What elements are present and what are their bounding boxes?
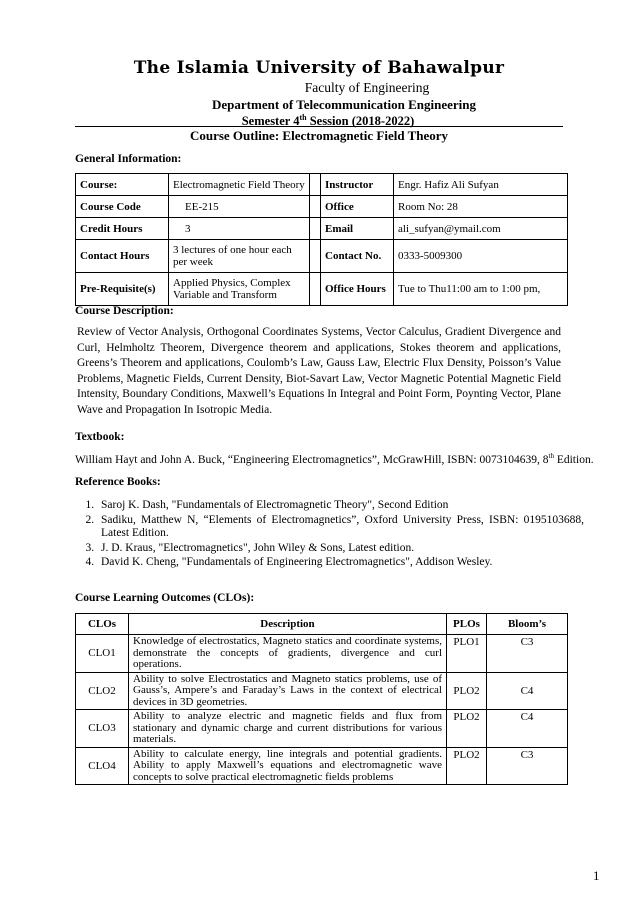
info-spacer	[310, 196, 321, 218]
info-label: Office	[321, 196, 394, 218]
info-row	[76, 273, 568, 306]
textbook-heading: Textbook:	[75, 431, 125, 443]
info-spacer	[310, 218, 321, 240]
clo-cell-plo: PLO1	[447, 635, 487, 673]
clo-cell-bloom: C4	[487, 672, 568, 710]
clo-cell-clo: CLO1	[76, 635, 129, 673]
info-value: Applied Physics, Complex Variable and Transform	[169, 273, 310, 306]
course-outline-title: Course Outline: Electromagnetic Field Theory	[189, 128, 449, 143]
info-value: 0333-5009300	[394, 240, 568, 273]
general-info-table	[75, 173, 568, 306]
clo-cell-clo: CLO4	[76, 747, 129, 785]
info-row	[76, 196, 568, 218]
info-label: Contact Hours	[76, 240, 169, 273]
reference-books-list	[75, 499, 584, 571]
course-description-text: Review of Vector Analysis, Orthogonal Coordinates Systems, Vector Calculus, Gradient Divergence and Curl, Helmholtz Theorem, Divergence theorem and applications, Stokes theorem and applications, Greens’s Theorem and applications, Coulomb’s Law, Gauss Law, Electric Flux Density, Poisson’s Value Problems, Magnetic Fields, Current Density, Biot-Savart Law, Vector Magnetic Potential Magnetic Field Intensity, Boundary Conditions, Maxwell’s Equations In Integral and Point Form, Poynting Vector, Plane Wave and Propagation In Isotropic Media.	[77, 326, 561, 416]
clos-heading: Course Learning Outcomes (CLOs):	[75, 592, 255, 604]
clo-cell-desc: Ability to analyze electric and magnetic fields and flux from stationary and dynamic charge and current distributions for various materials.	[129, 710, 447, 748]
clo-cell-desc: Knowledge of electrostatics, Magneto statics and coordinate systems, demonstrate the concepts of gradients, divergence and curl operations.	[129, 635, 447, 673]
info-spacer	[310, 240, 321, 273]
general-info-heading: General Information:	[75, 153, 182, 165]
info-value: ali_sufyan@ymail.com	[394, 218, 568, 240]
clo-column-header: CLOs	[76, 614, 129, 635]
info-label: Contact No.	[321, 240, 394, 273]
info-label: Course:	[76, 174, 169, 196]
clo-cell-bloom: C4	[487, 710, 568, 748]
faculty-name: Faculty of Engineering	[304, 80, 430, 95]
clo-column-header: Description	[129, 614, 447, 635]
textbook-text: William Hayt and John A. Buck, “Engineering Electromagnetics”, McGrawHill, ISBN: 0073104639, 8th Edition.	[75, 452, 594, 466]
department-name: Department of Telecommunication Engineering	[212, 97, 476, 112]
reference-item: 3. J. D. Kraus, "Electromagnetics", John Wiley & Sons, Latest edition.	[97, 542, 584, 556]
clo-cell-bloom: C3	[487, 635, 568, 673]
info-spacer	[310, 174, 321, 196]
clo-cell-desc: Ability to calculate energy, line integrals and potential gradients. Ability to apply Maxwell’s equations and electromagnetic wave concepts to solve practical electromagnetic fields problems	[129, 747, 447, 785]
page-number: 1	[593, 868, 600, 883]
clo-cell-plo: PLO2	[447, 672, 487, 710]
semester-session: Semester 4th Session (2018-2022)	[241, 113, 415, 129]
clo-cell-clo: CLO3	[76, 710, 129, 748]
info-spacer	[310, 273, 321, 306]
clo-row	[76, 635, 568, 673]
info-value: Tue to Thu11:00 am to 1:00 pm,	[394, 273, 568, 306]
info-value: EE-215	[169, 196, 310, 218]
info-label: Office Hours	[321, 273, 394, 306]
clo-row	[76, 672, 568, 710]
info-value: Room No: 28	[394, 196, 568, 218]
course-description-heading: Course Description:	[75, 305, 174, 317]
info-value: Electromagnetic Field Theory	[169, 174, 310, 196]
reference-item: 1. Saroj K. Dash, "Fundamentals of Electromagnetic Theory", Second Edition	[97, 499, 584, 513]
info-label: Instructor	[321, 174, 394, 196]
clo-column-header: PLOs	[447, 614, 487, 635]
clo-row	[76, 710, 568, 748]
clo-cell-clo: CLO2	[76, 672, 129, 710]
info-row	[76, 218, 568, 240]
reference-books-heading: Reference Books:	[75, 476, 161, 488]
info-value: Engr. Hafiz Ali Sufyan	[394, 174, 568, 196]
clos-table	[75, 613, 568, 785]
university-name: The Islamia University of Bahawalpur	[133, 58, 505, 78]
clo-cell-plo: PLO2	[447, 747, 487, 785]
reference-item: 4. David K. Cheng, "Fundamentals of Engineering Electromagnetics", Addison Wesley.	[97, 556, 584, 570]
info-value: 3 lectures of one hour each per week	[169, 240, 310, 273]
info-label: Credit Hours	[76, 218, 169, 240]
info-label: Course Code	[76, 196, 169, 218]
clo-row	[76, 747, 568, 785]
header-divider	[75, 126, 563, 127]
clo-cell-bloom: C3	[487, 747, 568, 785]
clo-cell-desc: Ability to solve Electrostatics and Magneto statics problems, use of Gauss’s, Ampere’s and Faraday’s Laws in the context of electrical devices in 3D geometries.	[129, 672, 447, 710]
clo-cell-plo: PLO2	[447, 710, 487, 748]
info-row	[76, 174, 568, 196]
info-label: Email	[321, 218, 394, 240]
reference-item: 2. Sadiku, Matthew N, “Elements of Electromagnetics”, Oxford University Press, ISBN: 0195103688, Latest Edition.	[97, 514, 584, 541]
info-row	[76, 240, 568, 273]
info-value: 3	[169, 218, 310, 240]
info-label: Pre-Requisite(s)	[76, 273, 169, 306]
clo-column-header: Bloom’s	[487, 614, 568, 635]
